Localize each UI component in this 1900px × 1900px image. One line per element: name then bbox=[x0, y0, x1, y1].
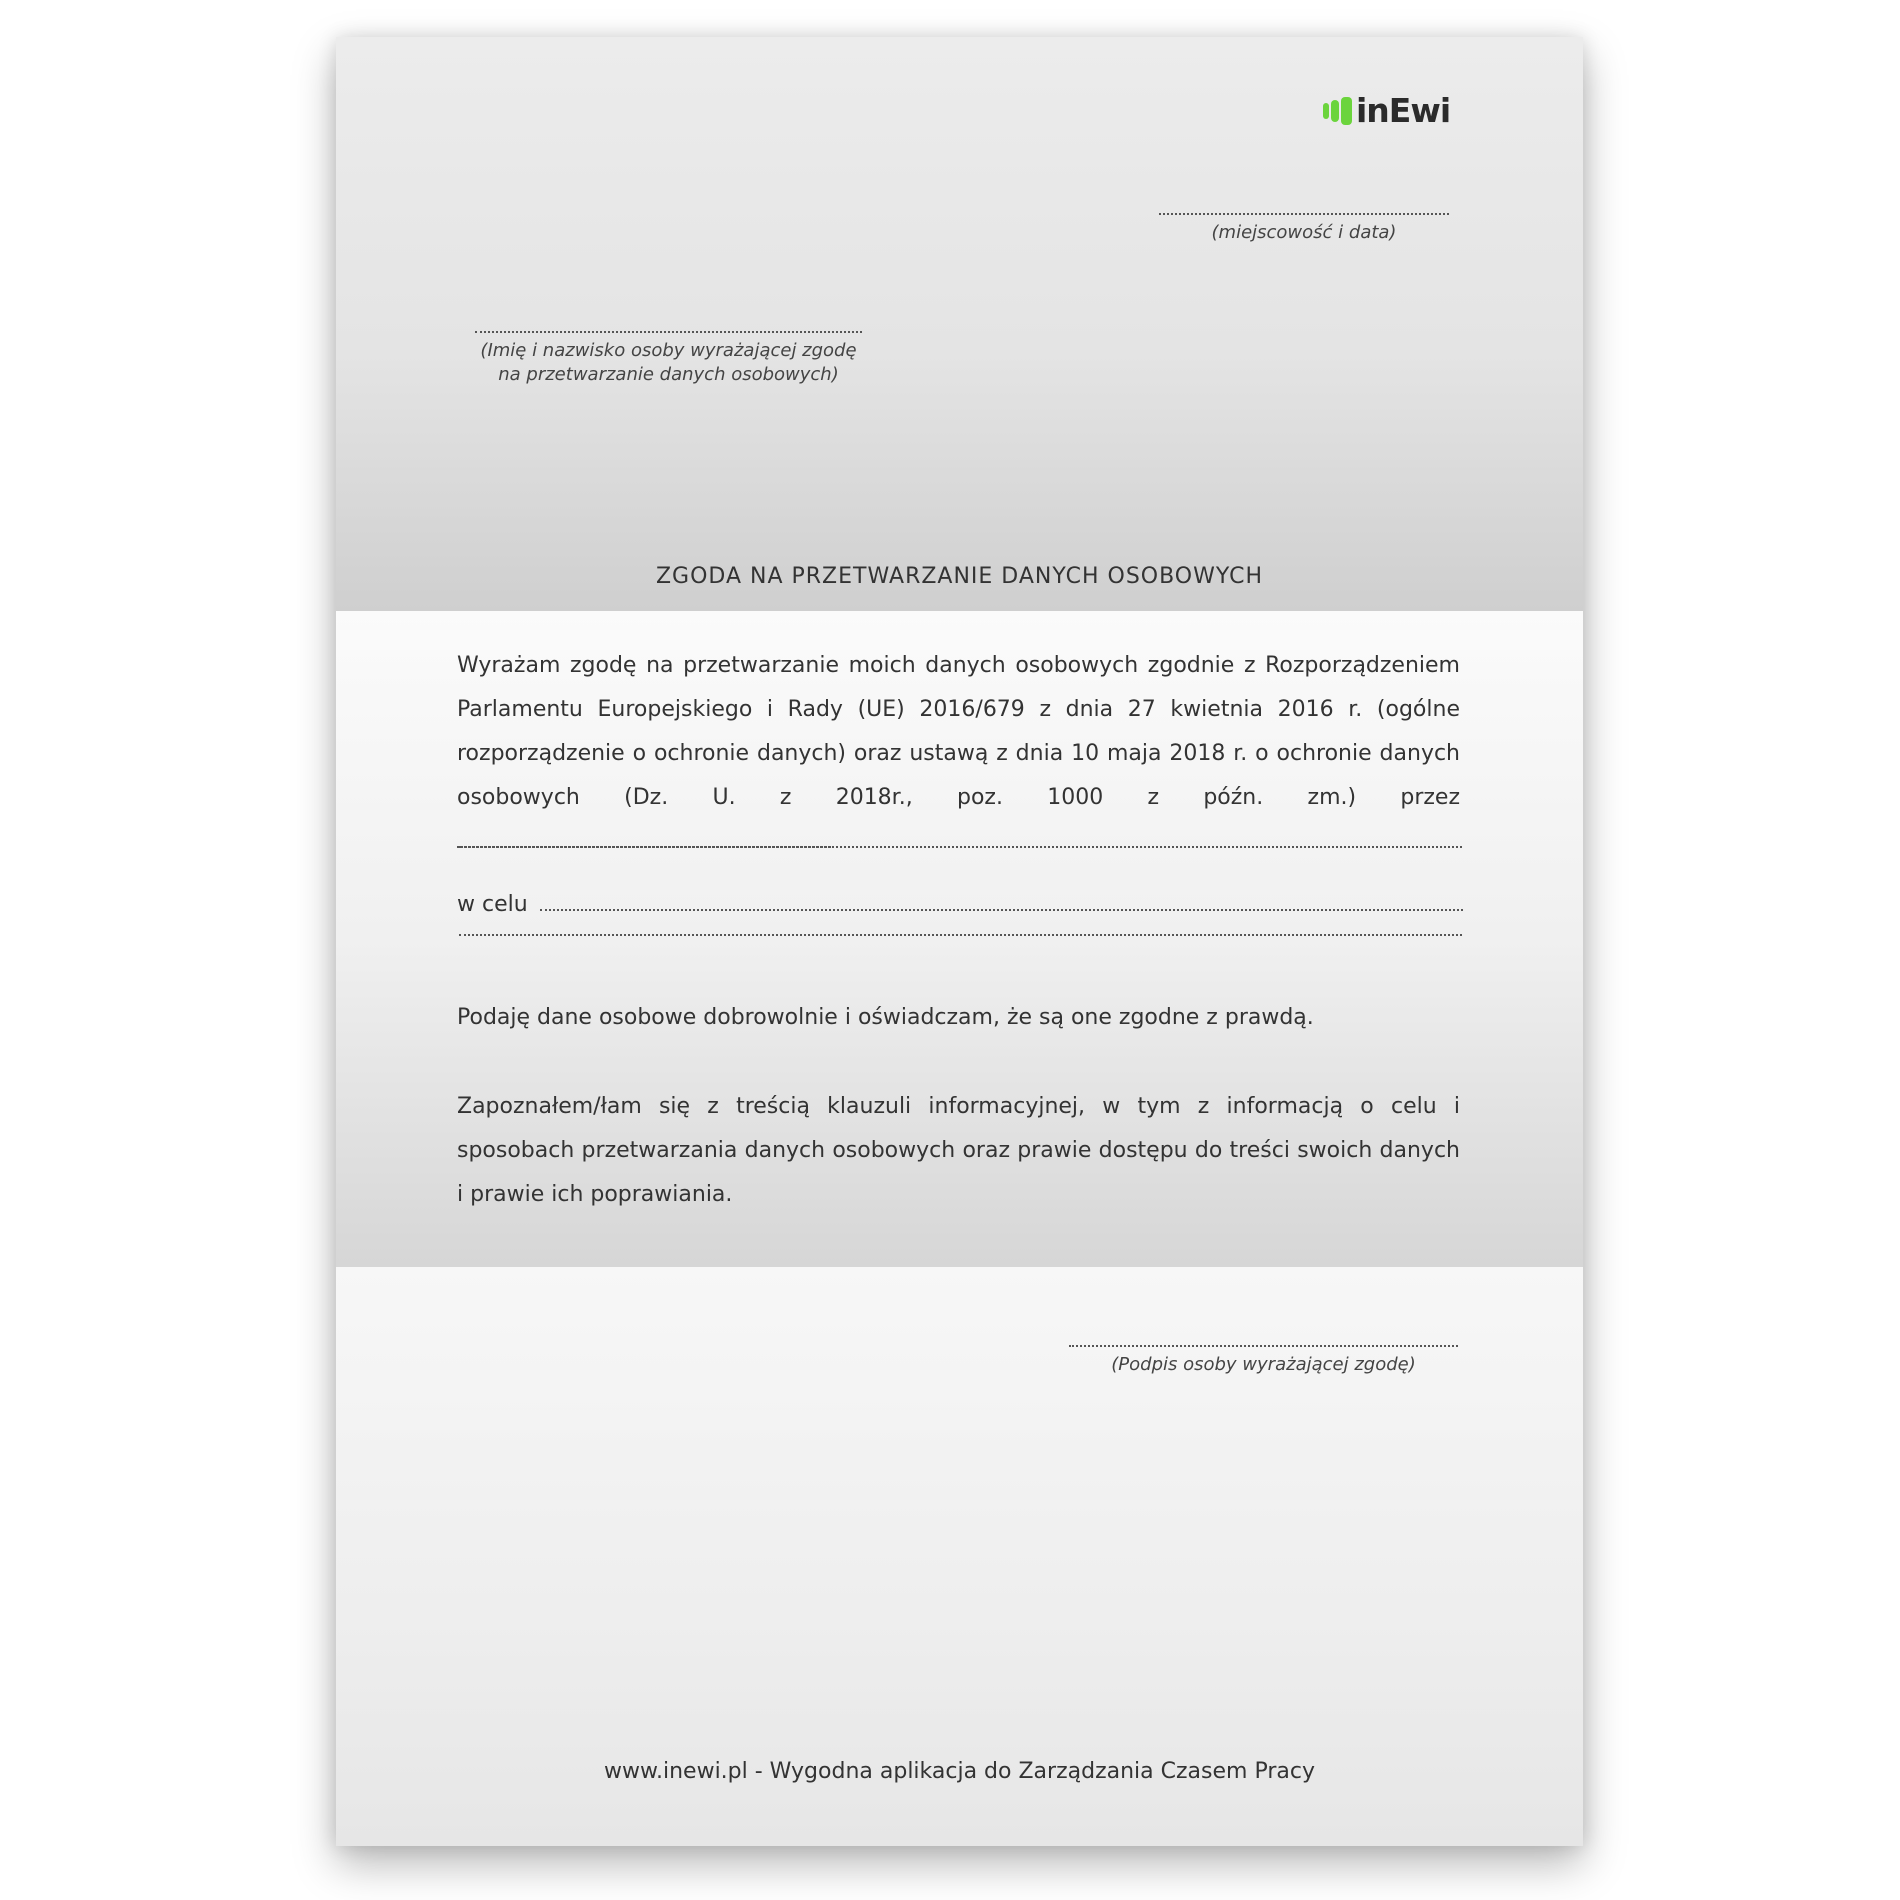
logo-text: inEwi bbox=[1356, 91, 1451, 130]
document-title: ZGODA NA PRZETWARZANIE DANYCH OSOBOWYCH bbox=[655, 564, 1264, 589]
purpose-row bbox=[457, 892, 1463, 917]
purpose-field-continued[interactable] bbox=[459, 934, 1462, 936]
signature-line[interactable] bbox=[1069, 1345, 1458, 1347]
inewi-logo bbox=[1323, 91, 1450, 130]
purpose-label: w celu bbox=[457, 892, 528, 917]
controller-field-continued[interactable] bbox=[459, 846, 1462, 848]
consent-form-page bbox=[336, 37, 1583, 1846]
signature-caption: (Podpis osoby wyrażającej zgodę) bbox=[1111, 1354, 1416, 1375]
place-date-caption: (miejscowość i data) bbox=[1211, 222, 1397, 243]
name-caption bbox=[445, 339, 892, 387]
consent-paragraph bbox=[457, 644, 1460, 864]
logo-mark-icon bbox=[1323, 97, 1352, 125]
name-line[interactable] bbox=[475, 331, 862, 333]
voluntary-statement: Podaję dane osobowe dobrowolnie i oświadczam, że są one zgodne z prawdą. bbox=[457, 1005, 1314, 1030]
footer-text: www.inewi.pl - Wygodna aplikacja do Zarządzania Czasem Pracy bbox=[604, 1759, 1315, 1784]
name-caption-line1: (Imię i nazwisko osoby wyrażającej zgodę bbox=[480, 340, 857, 361]
purpose-field[interactable] bbox=[540, 909, 1463, 911]
name-caption-line2: na przetwarzanie danych osobowych) bbox=[498, 364, 839, 385]
information-clause-statement: Zapoznałem/łam się z treścią klauzuli informacyjnej, w tym z informacją o celu i sposobach przetwarzania danych osobowych oraz prawie dostępu do treści swoich danych i prawie ich poprawiania. bbox=[457, 1094, 1460, 1207]
consent-text: Wyrażam zgodę na przetwarzanie moich danych osobowych zgodnie z Rozporządzeniem Parlamentu Europejskiego i Rady (UE) 2016/679 z dnia 27 kwietnia 2016 r. (ogólne rozporządzenie o ochronie danych) oraz ustawą z dnia 10 maja 2018 r. o ochronie danych osobowych (Dz. U. z 2018r., poz. 1000 z późn. zm.) przez bbox=[457, 653, 1460, 810]
place-date-line[interactable] bbox=[1159, 213, 1449, 215]
